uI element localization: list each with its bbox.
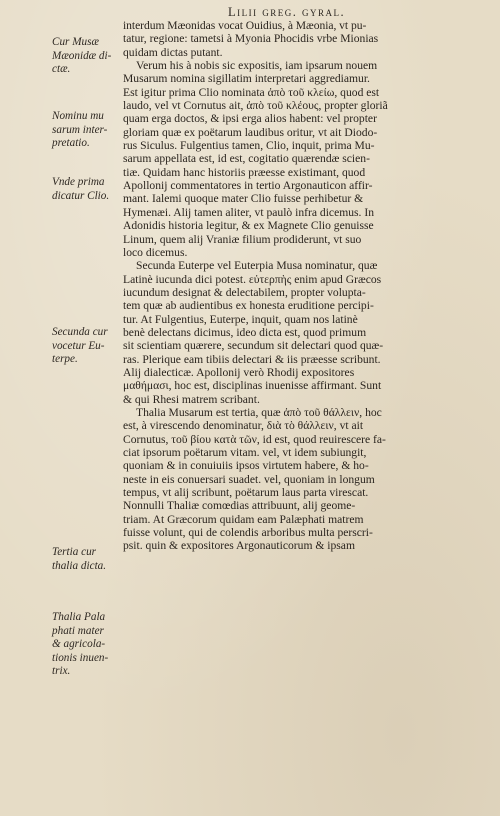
text-line: Latinè iucunda dici potest. εὐτερπὴς enim apud Græcos bbox=[123, 272, 382, 286]
text-line: Verum his à nobis sic expositis, iam ipsarum nouem bbox=[136, 59, 378, 73]
text-line: Adonidis historia legitur, & ex Magnete Clio genuisse bbox=[123, 219, 374, 233]
text-line: loco dicemus. bbox=[123, 245, 188, 259]
margin-note-nominum-interpretatio bbox=[52, 110, 124, 151]
margin-note-line: vocetur Eu- bbox=[52, 339, 105, 352]
running-head: Lilii greg. gyral. bbox=[228, 5, 346, 19]
margin-note-thalia-palaephati bbox=[52, 611, 124, 679]
text-line: triam. At Græcorum quidam eam Palæphati matrem bbox=[123, 512, 364, 526]
text-line: tempus, vt alij scribunt, poëtarum laus parta virescat. bbox=[123, 486, 369, 500]
margin-note-line: Mæonidæ di- bbox=[52, 49, 112, 62]
margin-note-musae-maeonidae bbox=[52, 36, 124, 77]
text-line: & qui Rhesi matrem scribant. bbox=[123, 392, 260, 406]
text-line: Linum, quem alij Vraniæ filium prodiderunt, vt suo bbox=[123, 232, 362, 246]
text-line: quidam dictas putant. bbox=[123, 45, 223, 59]
text-line: quam erga doctos, & ipsi erga alios habent: vel propter bbox=[123, 112, 377, 126]
text-line: ciat ipsorum poëtarum vitam. vel, vt idem subiungit, bbox=[123, 446, 367, 459]
margin-note-euterpe bbox=[52, 326, 124, 367]
text-line: sit scientiam quærere, secundum sit delectari quod quæ- bbox=[123, 339, 384, 353]
text-line: quoniam & in conuiuiis ipsos virtutem habere, & ho- bbox=[123, 459, 369, 473]
text-line: tiæ. Quidam hanc historiis præesse existimant, quod bbox=[123, 165, 366, 179]
text-line: benè delectans dicimus, ideo dicta est, quod primum bbox=[123, 325, 367, 339]
text-line: neste in eis conuersari suadet. vel, quoniam in longum bbox=[123, 472, 375, 486]
text-line: Hymenæi. Alij tamen aliter, vt paulò infra dicemus. In bbox=[123, 205, 374, 219]
margin-note-line: tionis inuen- bbox=[52, 651, 109, 664]
margin-note-line: Cur Musæ bbox=[52, 36, 99, 48]
text-line: psit. quin & expositores Argonauticorum & ipsam bbox=[123, 539, 355, 553]
margin-note-line: sarum inter- bbox=[52, 123, 108, 136]
text-line: Cornutus, τοῦ βίου κατὰ τῶν, id est, quod reuirescere fa- bbox=[123, 432, 386, 446]
text-line: sarum appellata est, id est, cogitatio quærendæ scien- bbox=[123, 152, 370, 166]
margin-note-clio bbox=[52, 176, 124, 203]
text-line: gloriam quæ ex poëtarum laudibus oritur, vt ait Diodo- bbox=[123, 125, 378, 139]
text-line: est, à virescendo denominatur, διὰ τὸ θάλλειν, vt ait bbox=[123, 419, 364, 433]
margin-note-line: terpe. bbox=[52, 353, 78, 365]
margin-note-line: Vnde prima bbox=[52, 176, 105, 188]
text-line: rus Siculus. Fulgentius tamen, Clio, inquit, prima Mu- bbox=[123, 139, 375, 153]
text-line: tur. At Fulgentius, Euterpe, inquit, quam nos latinè bbox=[123, 312, 358, 326]
margin-note-line: dicatur Clio. bbox=[52, 189, 110, 202]
margin-note-line: & agricola- bbox=[52, 638, 106, 650]
text-line: tem quæ ab audientibus ex honesta eruditione percipi- bbox=[123, 299, 374, 313]
text-line: ras. Plerique eam tibiis delectari & iis præesse scribunt. bbox=[123, 352, 381, 366]
margin-note-thalia bbox=[52, 546, 124, 573]
margin-note-line: phati mater bbox=[52, 624, 104, 637]
text-line: Apollonij commentatores in tertio Argonauticon affir- bbox=[123, 179, 373, 193]
main-text bbox=[123, 19, 455, 553]
text-line: iucundum designat & delectabilem, propter volupta- bbox=[123, 285, 366, 299]
margin-note-line: Tertia cur bbox=[52, 546, 97, 558]
text-line: Secunda Euterpe vel Euterpia Musa nominatur, quæ bbox=[136, 259, 378, 273]
margin-note-line: Secunda cur bbox=[52, 326, 108, 338]
text-line: μαθήμασι, hoc est, disciplinas inuenisse affirmant. Sunt bbox=[123, 379, 382, 393]
text-line: Musarum nomina sigillatim interpretari aggrediamur. bbox=[123, 72, 370, 86]
text-line: Thalia Musarum est tertia, quæ ἀπὸ τοῦ θάλλειν, hoc bbox=[136, 405, 382, 419]
margin-note-line: trix. bbox=[52, 665, 71, 677]
text-line: Est igitur prima Clio nominata ἀπὸ τοῦ κλείω, quod est bbox=[123, 85, 380, 99]
text-line: interdum Mæonidas vocat Ouidius, à Mæonia, vt pu- bbox=[123, 19, 367, 32]
text-line: mant. Ialemi quoque mater Clio fuisse perhibetur & bbox=[123, 192, 364, 206]
margin-note-line: thalia dicta. bbox=[52, 559, 107, 572]
text-line: fuisse volunt, qui de colendis arboribus multa perscri- bbox=[123, 526, 373, 540]
margin-note-line: pretatio. bbox=[52, 137, 90, 149]
margin-note-line: ctæ. bbox=[52, 63, 71, 75]
margin-note-line: Nominu mu bbox=[52, 110, 104, 122]
text-line: laudo, vel vt Cornutus ait, ἀπὸ τοῦ κλέους, propter gloriã bbox=[123, 99, 388, 113]
text-line: Alij dialecticæ. Apollonij verò Rhodij expositores bbox=[123, 365, 355, 379]
margin-notes bbox=[52, 0, 124, 816]
text-line: tatur, regione: tametsi à Myonia Phocidis vrbe Mionias bbox=[123, 32, 379, 46]
text-line: Nonnulli Thaliæ comœdias attribuunt, alij geome- bbox=[123, 499, 356, 513]
margin-note-line: Thalia Pala bbox=[52, 611, 106, 623]
